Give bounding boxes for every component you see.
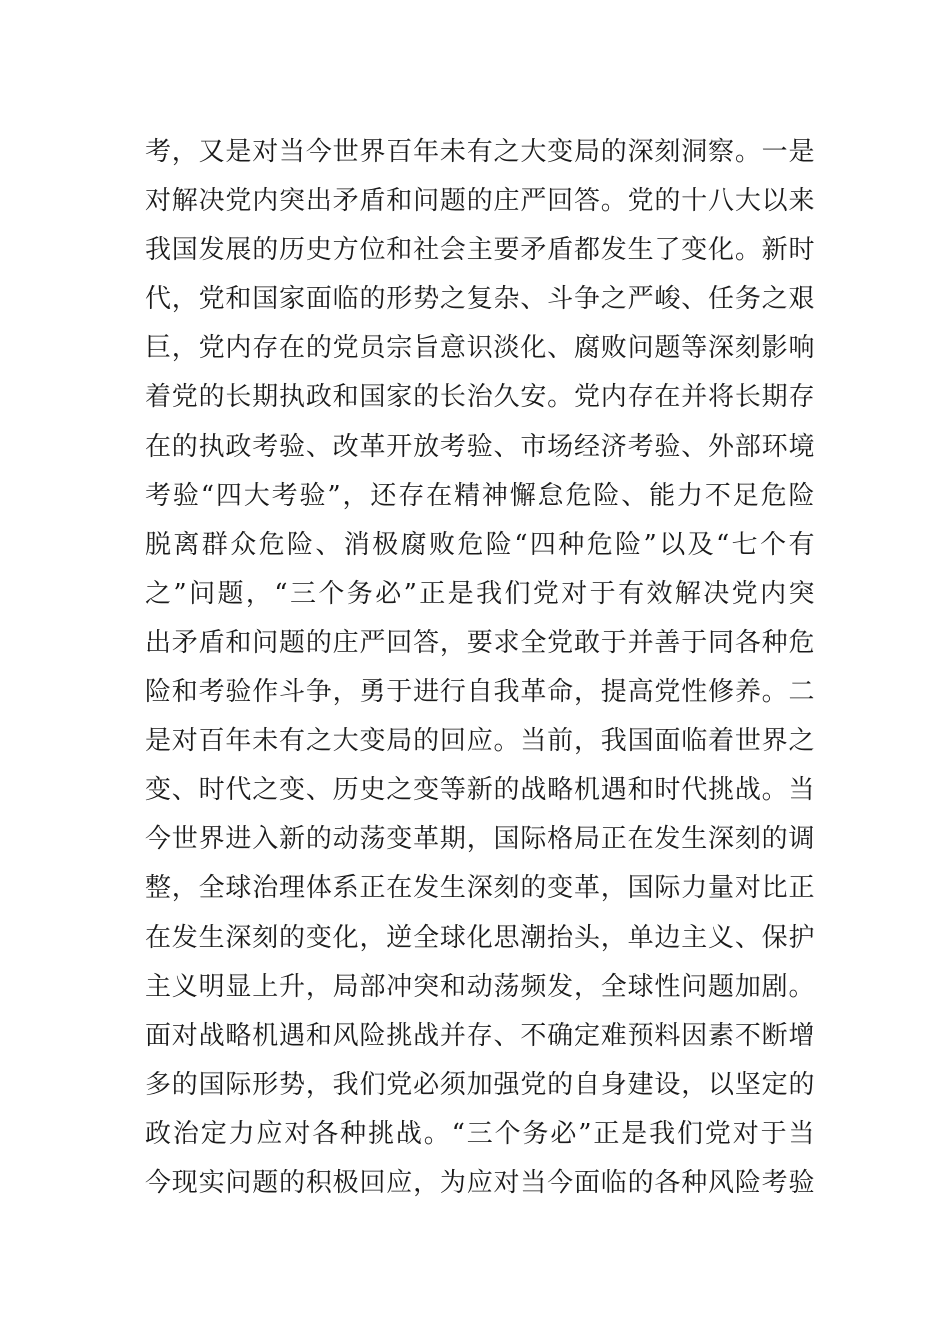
text-line: 变、时代之变、历史之变等新的战略机遇和时代挑战。当: [145, 775, 815, 806]
text-line: 出矛盾和问题的庄严回答，要求全党敢于并善于同各种危: [145, 627, 815, 658]
body-text: [145, 128, 815, 1208]
text-line: 代，党和国家面临的形势之复杂、斗争之严峻、任务之艰: [145, 284, 815, 315]
text-line: 政治定力应对各种挑战。“三个务必”正是我们党对于当: [145, 1118, 815, 1149]
text-line: 考，又是对当今世界百年未有之大变局的深刻洞察。一是: [145, 137, 815, 167]
text-line: 之”问题，“三个务必”正是我们党对于有效解决党内突: [145, 578, 815, 609]
text-line: 整，全球治理体系正在发生深刻的变革，国际力量对比正: [145, 873, 815, 904]
text-line: 险和考验作斗争，勇于进行自我革命，提高党性修养。二: [145, 677, 815, 708]
text-line: 巨，党内存在的党员宗旨意识淡化、腐败问题等深刻影响: [145, 333, 815, 364]
text-line: 在的执政考验、改革开放考验、市场经济考验、外部环境: [145, 431, 815, 462]
text-line: 多的国际形势，我们党必须加强党的自身建设，以坚定的: [145, 1069, 815, 1100]
text-line: 主义明显上升，局部冲突和动荡频发，全球性问题加剧。: [145, 971, 815, 1002]
text-line: 今现实问题的积极回应，为应对当今面临的各种风险考验: [145, 1167, 815, 1198]
text-line: 是对百年未有之大变局的回应。当前，我国面临着世界之: [145, 726, 815, 757]
text-line: 我国发展的历史方位和社会主要矛盾都发生了变化。新时: [145, 235, 815, 266]
text-line: 脱离群众危险、消极腐败危险“四种危险”以及“七个有: [145, 529, 815, 560]
text-line: 对解决党内突出矛盾和问题的庄严回答。党的十八大以来: [145, 186, 815, 217]
text-line: 面对战略机遇和风险挑战并存、不确定难预料因素不断增: [145, 1020, 815, 1051]
text-line: 考验“四大考验”，还存在精神懈怠危险、能力不足危险: [145, 480, 815, 511]
text-line: 在发生深刻的变化，逆全球化思潮抬头，单边主义、保护: [145, 922, 815, 953]
text-line: 着党的长期执政和国家的长治久安。党内存在并将长期存: [145, 382, 815, 413]
text-line: 今世界进入新的动荡变革期，国际格局正在发生深刻的调: [145, 824, 815, 855]
